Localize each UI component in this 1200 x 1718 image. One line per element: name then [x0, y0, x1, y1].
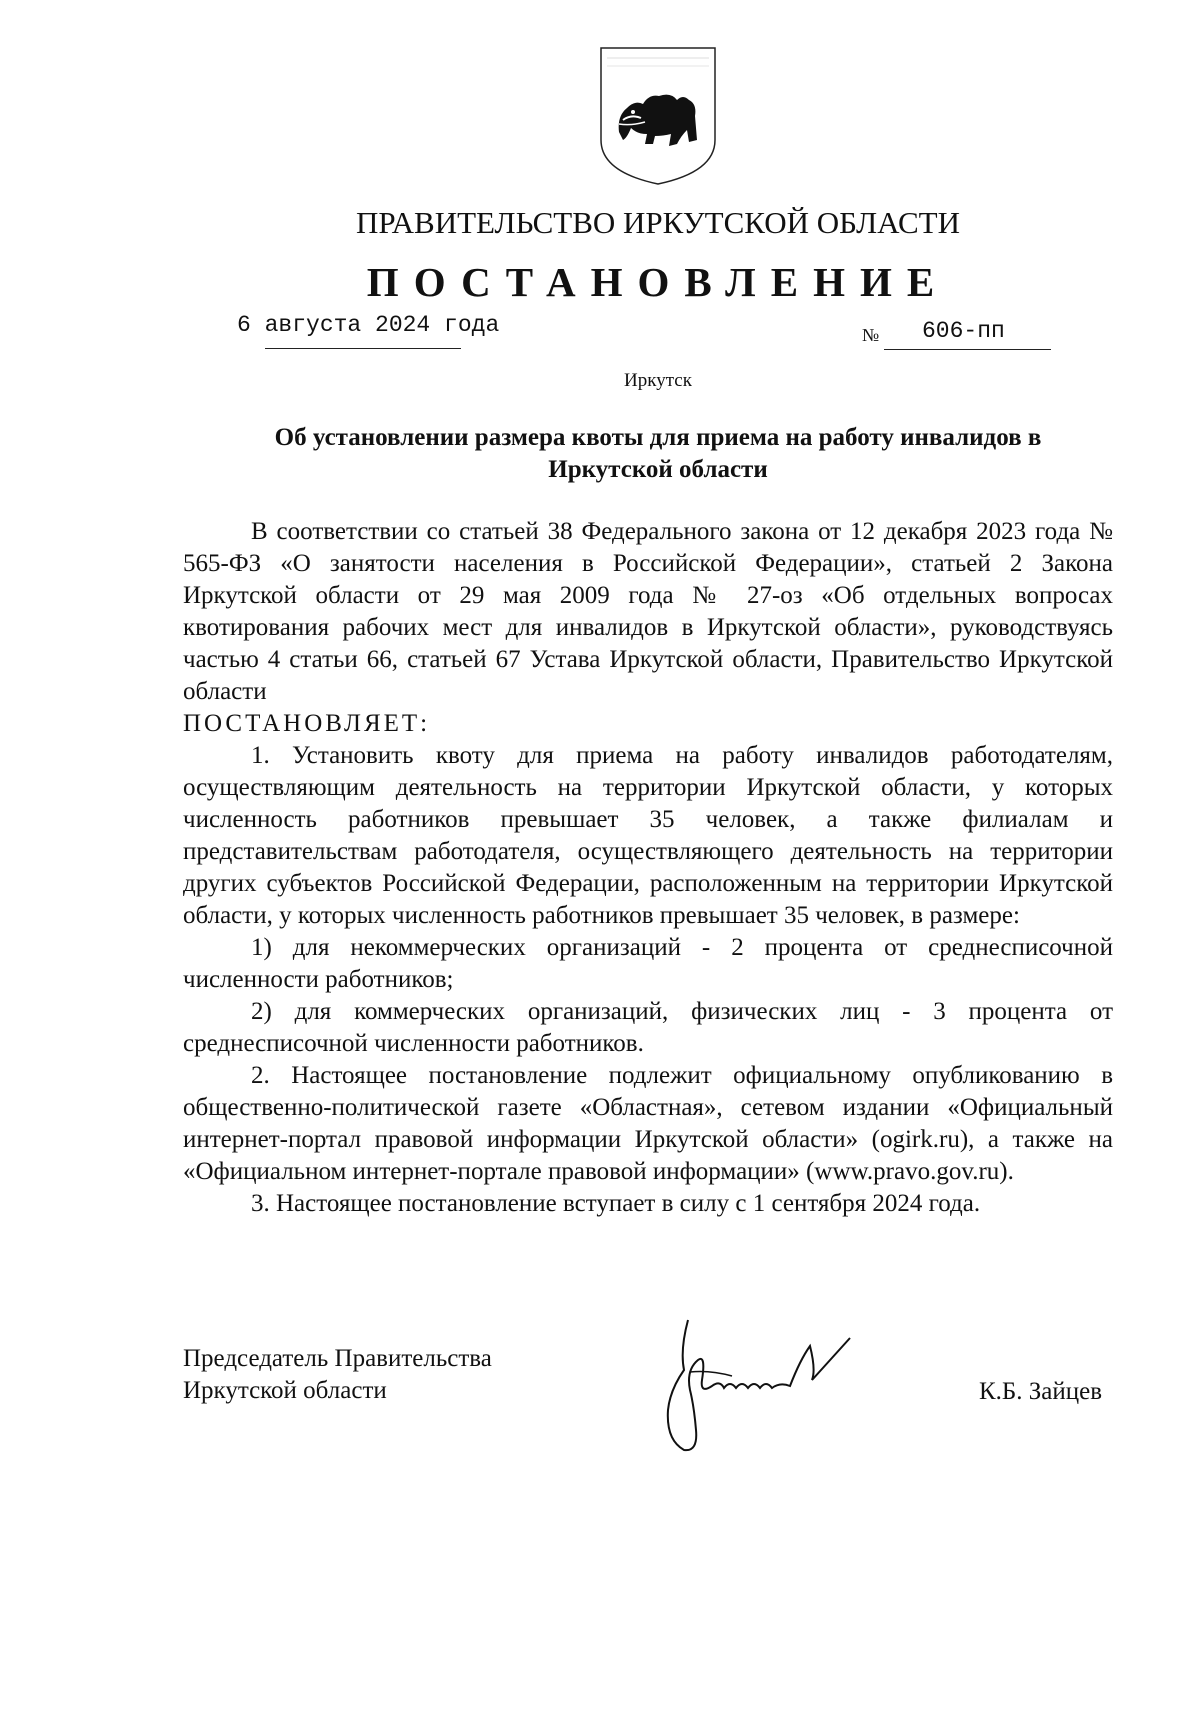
date-underline	[265, 348, 461, 349]
government-name: ПРАВИТЕЛЬСТВО ИРКУТСКОЙ ОБЛАСТИ	[355, 205, 960, 240]
signer-position-line-1: Председатель Правительства	[183, 1345, 492, 1372]
document-body	[183, 516, 1113, 1220]
handwritten-signature	[640, 1310, 900, 1460]
item-1-paragraph: 1. Установить квоту для приема на работу инвалидов работодателям, осуществляющим деятельность на территории Иркутской области, у которых численность работников превышает 35 человек, а также филиалам и представительствам работодателя, осуществляющего деятельность на территории других субъектов Российской Федерации, расположенным на территории Иркутской области, у которых численность работников превышает 35 человек, в размере:	[183, 742, 1113, 929]
item-3-paragraph: 3. Настоящее постановление вступает в силу с 1 сентября 2024 года.	[251, 1190, 981, 1217]
signer-position	[183, 1343, 492, 1407]
item-1-2-paragraph: 2) для коммерческих организаций, физических лиц - 3 процента от среднесписочной численности работников.	[183, 998, 1113, 1057]
number-label: №	[862, 325, 880, 345]
document-type: ПОСТАНОВЛЕНИЕ	[366, 259, 950, 305]
city: Иркутск	[624, 370, 692, 391]
resolves-word: ПОСТАНОВЛЯЕТ:	[183, 710, 431, 737]
document-title-line-1: Об установлении размера квоты для приема на работу инвалидов в	[274, 424, 1042, 451]
document-title-line-2: Иркутской области	[548, 456, 768, 483]
signer-name: К.Б. Зайцев	[979, 1378, 1103, 1405]
document-number: 606-пп	[922, 318, 1005, 344]
item-2-paragraph: 2. Настоящее постановление подлежит официальному опубликованию в общественно-политической газете «Областная», сетевом издании «Официальный интернет-портал правовой информации Иркутской области» (ogirk.ru), а также на «Официальном интернет-портале правовой информации» (www.pravo.gov.ru).	[183, 1062, 1113, 1185]
number-underline	[884, 349, 1051, 350]
document-date: 6 августа 2024 года	[237, 312, 500, 338]
preamble-paragraph: В соответствии со статьей 38 Федерального закона от 12 декабря 2023 года № 565-ФЗ «О занятости населения в Российской Федерации», статьей 2 Закона Иркутской области от 29 мая 2009 года № 27-оз «Об отдельных вопросах квотирования рабочих мест для инвалидов в Иркутской области», руководствуясь частью 4 статьи 66, статьей 67 Устава Иркутской области, Правительство Иркутской области	[183, 518, 1113, 705]
document-title	[190, 422, 1126, 486]
signer-position-line-2: Иркутской области	[183, 1377, 387, 1404]
item-1-1-paragraph: 1) для некоммерческих организаций - 2 процента от среднесписочной численности работников;	[183, 934, 1113, 993]
coat-of-arms-icon	[597, 44, 719, 188]
